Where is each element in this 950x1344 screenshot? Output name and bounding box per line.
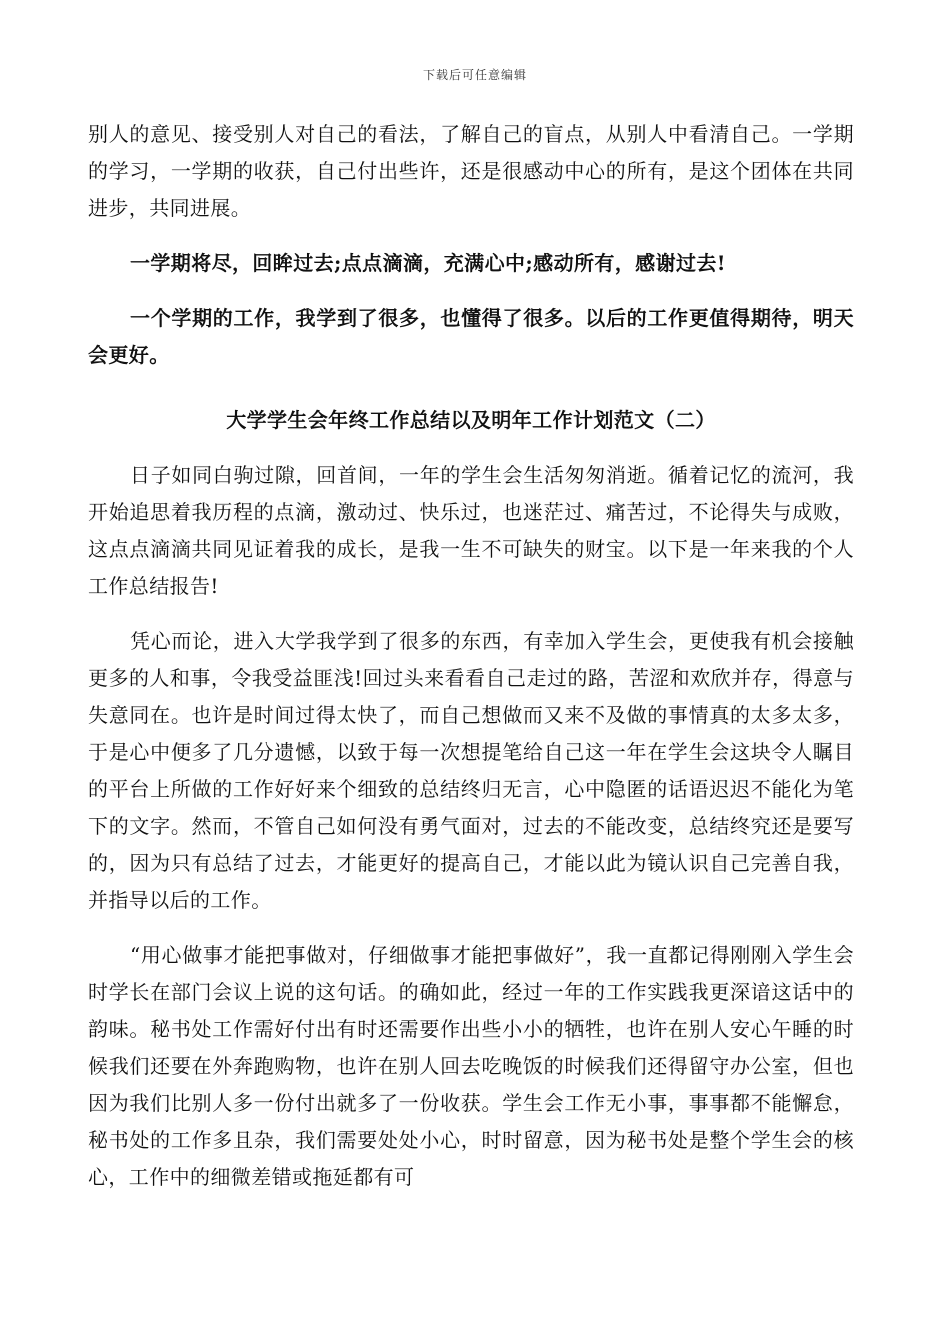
paragraph-continuation: 别人的意见、接受别人对自己的看法，了解自己的盲点，从别人中看清自己。一学期的学习，一学期的收获，自己付出些许，还是很感动中心的所有，是这个团体在共同进步，共同进展。 bbox=[88, 122, 854, 220]
paragraph-bold-summary: 一学期将尽，回眸过去;点点滴滴，充满心中;感动所有，感谢过去! bbox=[130, 251, 726, 275]
paragraph-secretariat: “用心做事才能把事做对，仔细做事才能把事做好”，我一直都记得刚刚入学生会时学长在部门会议上说的这句话。的确如此，经过一年的工作实践我更深谙这话中的韵味。秘书处工作需好付出有时还需要作出些小小的牺牲，也许在别人安心午睡的时候我们还要在外奔跑购物，也许在别人回去吃晚饭的时候我们还得留守办公室，但也因为我们比别人多一份付出就多了一份收获。学生会工作无小事，事事都不能懈怠，秘书处的工作多且杂，我们需要处处小心，时时留意，因为秘书处是整个学生会的核心，工作中的细微差错或拖延都有可 bbox=[88, 943, 854, 1189]
section-heading: 大学学生会年终工作总结以及明年工作计划范文（二） bbox=[226, 408, 716, 432]
page-header-note: 下载后可任意编辑 bbox=[422, 68, 527, 82]
paragraph-bold-closing: 一个学期的工作，我学到了很多，也懂得了很多。以后的工作更值得期待，明天会更好。 bbox=[88, 306, 854, 367]
document-body bbox=[88, 116, 854, 1196]
paragraph-reflection: 凭心而论，进入大学我学到了很多的东西，有幸加入学生会，更使我有机会接触更多的人和事，令我受益匪浅!回过头来看看自己走过的路，苦涩和欢欣并存，得意与失意同在。也许是时间过得太快了，而自己想做而又来不及做的事情真的太多太多，于是心中便多了几分遗憾，以致于每一次想提笔给自己这一年在学生会这块令人瞩目的平台上所做的工作好好来个细致的总结终归无言，心中隐匿的话语迟迟不能化为笔下的文字。然而，不管自己如何没有勇气面对，过去的不能改变，总结终究还是要写的，因为只有总结了过去，才能更好的提高自己，才能以此为镜认识自己完善自我，并指导以后的工作。 bbox=[88, 629, 854, 912]
paragraph-intro: 日子如同白驹过隙，回首间，一年的学生会生活匆匆消逝。循着记忆的流河，我开始追思着我历程的点滴，激动过、快乐过，也迷茫过、痛苦过，不论得失与成败，这点点滴滴共同见证着我的成长，是我一生不可缺失的财宝。以下是一年来我的个人工作总结报告! bbox=[88, 463, 854, 598]
